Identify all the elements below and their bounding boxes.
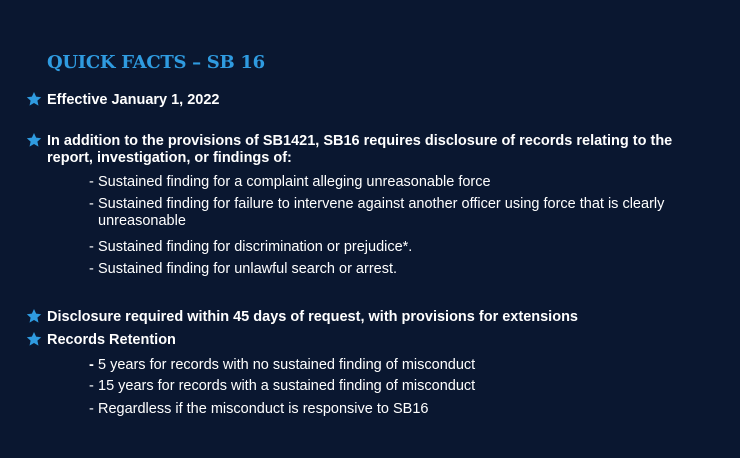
bullet-effective-date	[26, 92, 716, 109]
slide-title: QUICK FACTS – SB 16	[47, 52, 265, 73]
dash-marker: -	[89, 401, 94, 417]
star-icon	[26, 91, 42, 107]
list-item	[89, 239, 689, 256]
dash-marker: -	[89, 196, 94, 212]
list-item	[89, 357, 689, 374]
bullet-text: Effective January 1, 2022	[47, 92, 220, 108]
list-item	[89, 401, 689, 418]
list-item-text: Sustained finding for failure to intervene against another officer using force that is clearly unreasonable	[98, 196, 665, 229]
dash-marker: -	[89, 378, 94, 394]
star-icon	[26, 331, 42, 347]
bullet-text: In addition to the provisions of SB1421, SB16 requires disclosure of records relating to the report, investigation, or findings of:	[47, 133, 673, 166]
list-item	[89, 261, 689, 278]
bullet-disclosure-scope	[26, 133, 716, 167]
bullet-records-retention	[26, 332, 716, 349]
dash-marker: -	[89, 174, 94, 190]
list-item	[89, 378, 689, 395]
list-item-text: Sustained finding for discrimination or prejudice*.	[98, 239, 413, 255]
star-icon	[26, 132, 42, 148]
list-item-text: 15 years for records with a sustained finding of misconduct	[98, 378, 476, 394]
dash-marker: -	[89, 357, 94, 373]
bullet-text: Records Retention	[47, 332, 176, 348]
bullet-disclosure-deadline	[26, 309, 716, 326]
list-item-text: Regardless if the misconduct is responsive to SB16	[98, 401, 429, 417]
list-item	[89, 174, 689, 191]
star-icon	[26, 308, 42, 324]
list-item	[89, 196, 689, 230]
list-item-text: 5 years for records with no sustained finding of misconduct	[98, 357, 476, 373]
list-item-text: Sustained finding for a complaint alleging unreasonable force	[98, 174, 491, 190]
dash-marker: -	[89, 261, 94, 277]
bullet-text: Disclosure required within 45 days of request, with provisions for extensions	[47, 309, 578, 325]
list-item-text: Sustained finding for unlawful search or arrest.	[98, 261, 398, 277]
dash-marker: -	[89, 239, 94, 255]
